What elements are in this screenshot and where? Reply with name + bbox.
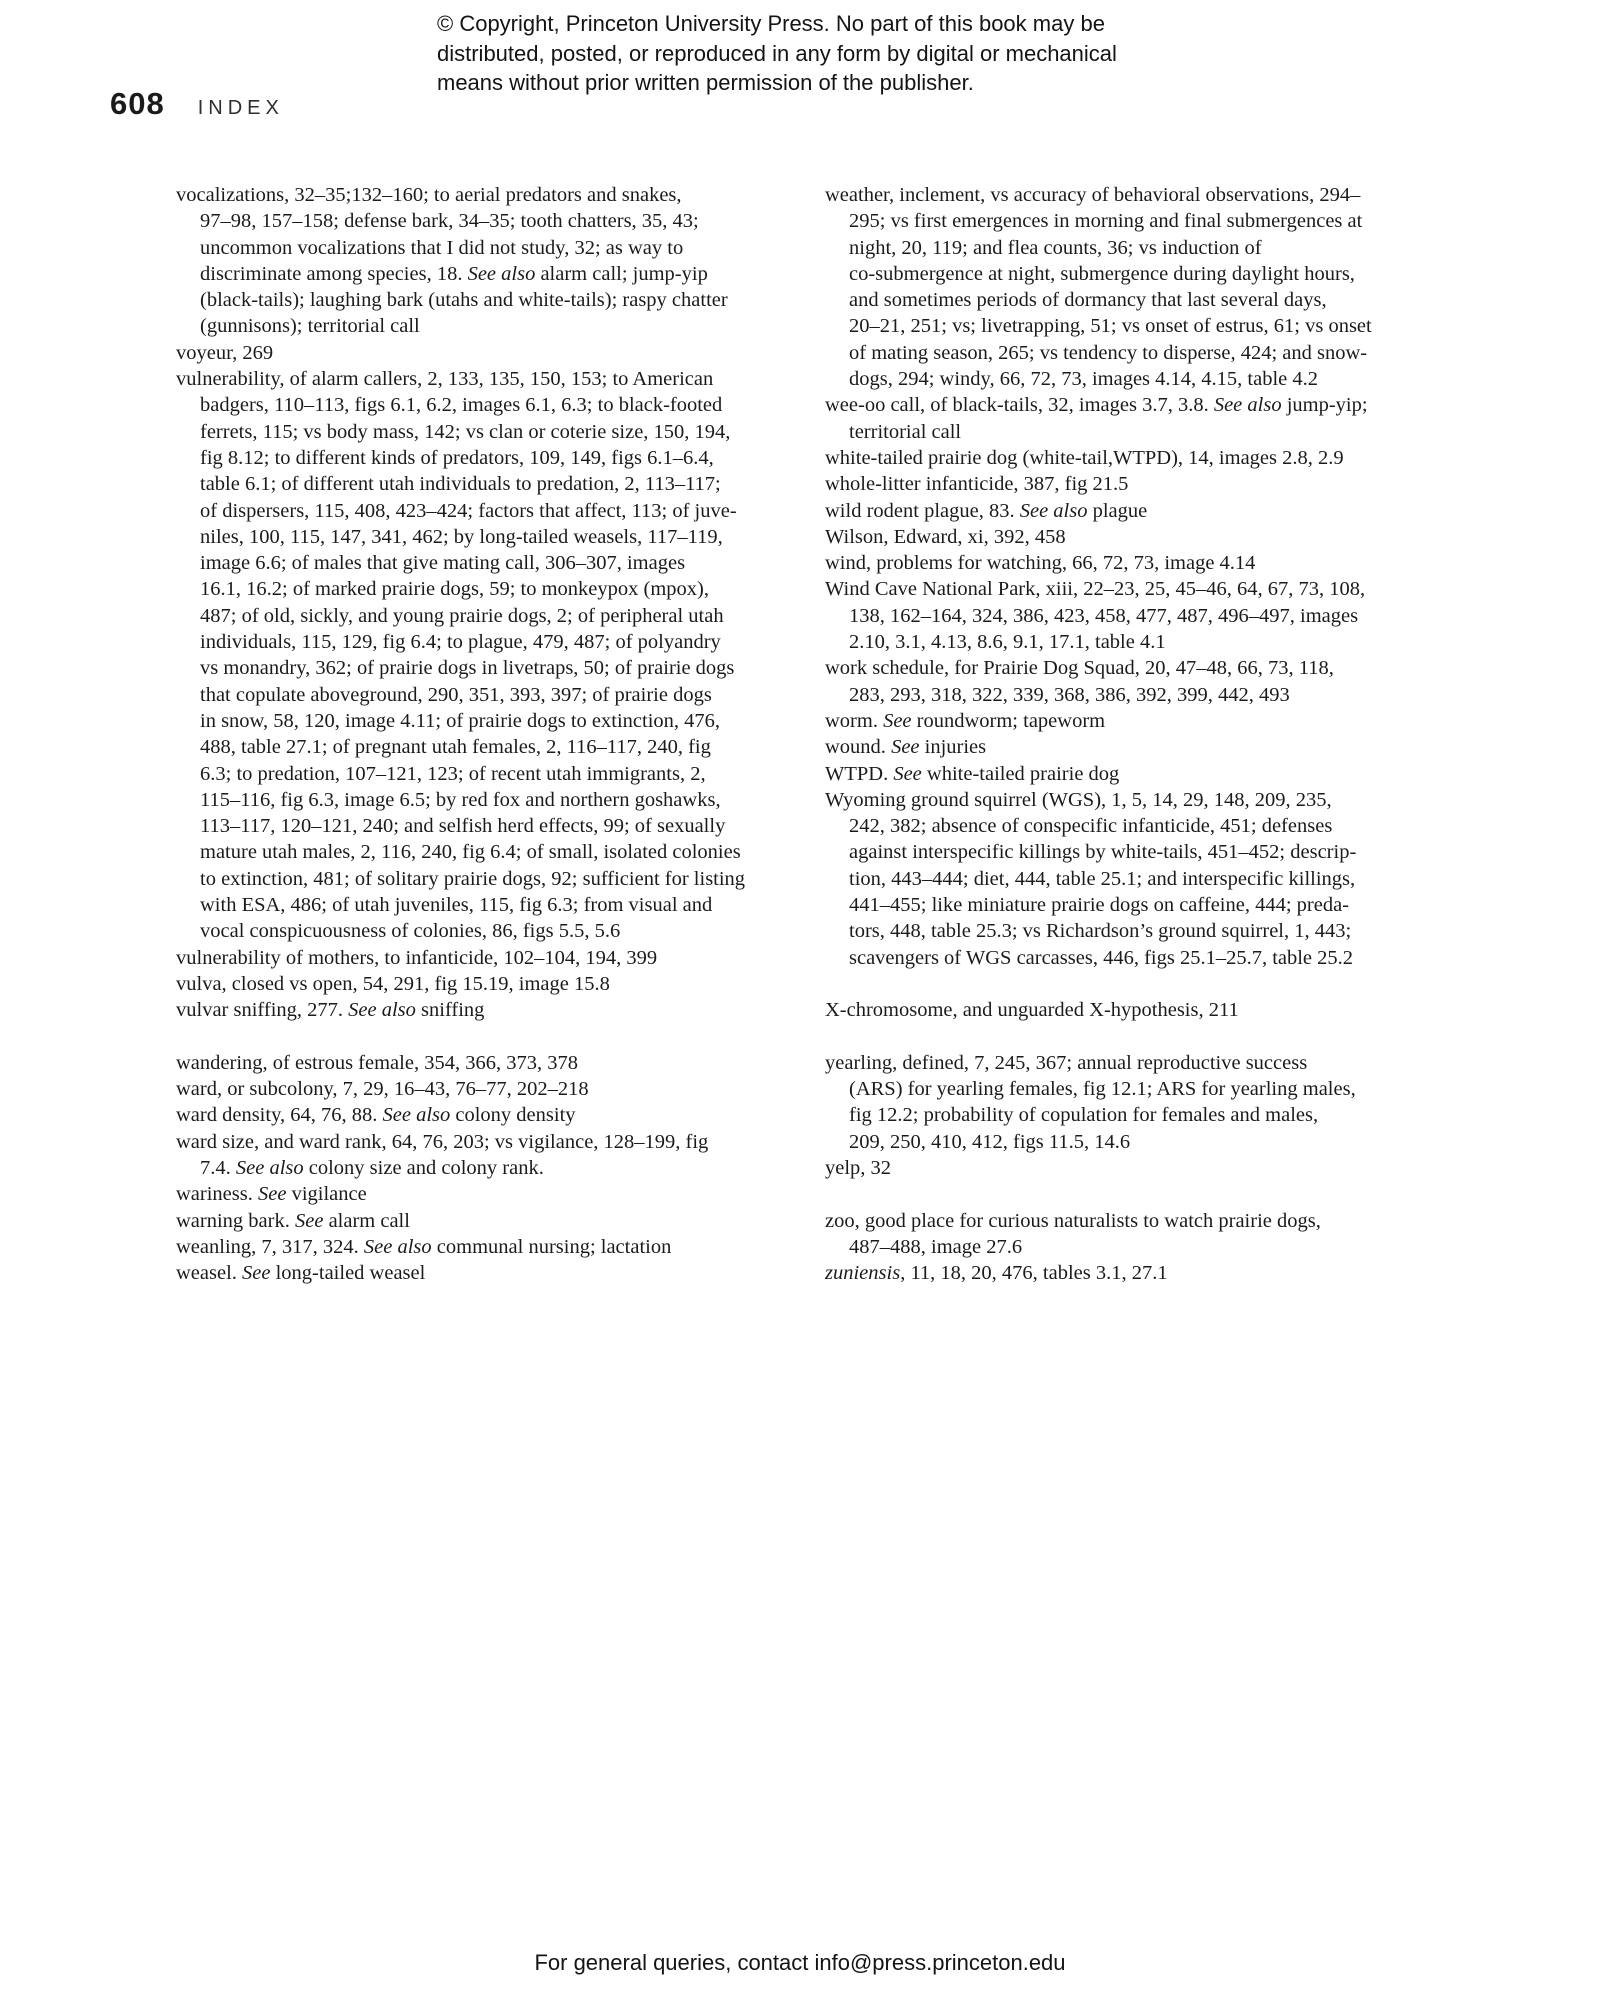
index-line <box>176 971 776 997</box>
index-entry <box>825 182 1445 392</box>
index-entry <box>825 708 1445 734</box>
index-line-segment: to extinction, 481; of solitary prairie dogs, 92; sufficient for listing <box>200 867 746 890</box>
index-line <box>176 208 776 234</box>
index-line <box>825 1102 1445 1128</box>
index-line <box>825 629 1445 655</box>
index-entry <box>176 997 776 1023</box>
index-line-segment: 209, 250, 410, 412, figs 11.5, 14.6 <box>849 1130 1131 1153</box>
index-line <box>825 997 1445 1023</box>
index-entry <box>176 1129 776 1182</box>
index-line <box>176 498 776 524</box>
index-line-italic-segment: See also <box>1213 394 1282 417</box>
index-line-segment: and sometimes periods of dormancy that last several days, <box>849 289 1327 312</box>
index-line <box>825 603 1445 629</box>
index-line-segment: 283, 293, 318, 322, 339, 368, 386, 392, 399, 442, 493 <box>849 683 1290 706</box>
index-line <box>176 340 776 366</box>
index-line <box>825 392 1445 418</box>
page-header <box>110 86 284 122</box>
index-line-segment: ward, or subcolony, 7, 29, 16–43, 76–77, 202–218 <box>176 1078 589 1101</box>
index-line-segment: fig 8.12; to different kinds of predators, 109, 149, figs 6.1–6.4, <box>200 446 714 469</box>
index-line <box>176 734 776 760</box>
index-line <box>176 603 776 629</box>
index-line-italic-segment: See also <box>1019 499 1088 522</box>
index-line <box>825 313 1445 339</box>
index-line-segment: scavengers of WGS carcasses, 446, figs 25.1–25.7, table 25.2 <box>849 946 1354 969</box>
index-line <box>825 1076 1445 1102</box>
index-line-segment: yelp, 32 <box>825 1156 892 1179</box>
index-line-segment: that copulate aboveground, 290, 351, 393, 397; of prairie dogs <box>200 683 712 706</box>
index-group <box>825 182 1445 971</box>
index-line <box>825 576 1445 602</box>
index-line-segment: white-tailed prairie dog (white-tail,WTPD), 14, images 2.8, 2.9 <box>825 446 1344 469</box>
index-line-segment: dogs, 294; windy, 66, 72, 73, images 4.14, 4.15, table 4.2 <box>849 368 1318 391</box>
index-line <box>825 761 1445 787</box>
index-line-segment: ward density, 64, 76, 88. <box>176 1104 383 1127</box>
index-line-segment: tion, 443–444; diet, 444, table 25.1; and interspecific killings, <box>849 867 1356 890</box>
index-line <box>176 550 776 576</box>
index-line-italic-segment: See also <box>348 999 416 1022</box>
page-number: 608 <box>110 86 165 121</box>
index-line-segment: 113–117, 120–121, 240; and selfish herd effects, 99; of sexually <box>200 815 726 838</box>
index-line-segment: 115–116, fig 6.3, image 6.5; by red fox and northern goshawks, <box>200 788 721 811</box>
index-line <box>176 682 776 708</box>
index-line-segment: voyeur, 269 <box>176 341 274 364</box>
index-line-segment: long-tailed weasel <box>270 1262 426 1285</box>
index-line <box>825 445 1445 471</box>
index-line-segment: zoo, good place for curious naturalists to watch prairie dogs, <box>825 1209 1321 1232</box>
index-line-italic-segment: See <box>242 1262 271 1285</box>
index-line-segment: ferrets, 115; vs body mass, 142; vs clan or coterie size, 150, 194, <box>200 420 731 443</box>
index-line-segment: with ESA, 486; of utah juveniles, 115, fig 6.3; from visual and <box>200 894 713 917</box>
index-entry <box>176 1234 776 1260</box>
index-entry <box>176 366 776 945</box>
index-line-segment: vulva, closed vs open, 54, 291, fig 15.19, image 15.8 <box>176 972 610 995</box>
index-line <box>176 524 776 550</box>
index-line-segment: tors, 448, table 25.3; vs Richardson’s ground squirrel, 1, 443; <box>849 920 1352 943</box>
index-line <box>176 787 776 813</box>
index-line-segment: roundworm; tapeworm <box>911 709 1106 732</box>
copyright-notice <box>437 9 1117 98</box>
index-entry <box>825 997 1445 1023</box>
section-title: INDEX <box>197 97 284 119</box>
index-line-segment: ward size, and ward rank, 64, 76, 203; vs vigilance, 128–199, fig <box>176 1130 709 1153</box>
index-line-segment: 16.1, 16.2; of marked prairie dogs, 59; to monkeypox (mpox), <box>200 578 709 601</box>
index-line <box>176 1260 776 1286</box>
index-column-left <box>176 182 776 1286</box>
index-line <box>825 708 1445 734</box>
index-line-segment: worm. <box>825 709 884 732</box>
index-line <box>176 392 776 418</box>
copyright-line: means without prior written permission of the publisher. <box>437 70 974 95</box>
index-line <box>825 340 1445 366</box>
index-line-segment: plague <box>1087 499 1148 522</box>
index-entry <box>825 445 1445 471</box>
index-line <box>176 892 776 918</box>
index-line-segment: (ARS) for yearling females, fig 12.1; ARS for yearling males, <box>849 1078 1356 1101</box>
index-line-italic-segment: See <box>294 1209 324 1232</box>
index-line <box>176 1129 776 1155</box>
index-line <box>825 524 1445 550</box>
index-entry <box>825 734 1445 760</box>
index-line <box>176 839 776 865</box>
index-line-segment: 242, 382; absence of conspecific infanticide, 451; defenses <box>849 815 1333 838</box>
index-line <box>176 1181 776 1207</box>
index-line-segment: 97–98, 157–158; defense bark, 34–35; tooth chatters, 35, 43; <box>200 210 699 233</box>
index-line <box>825 892 1445 918</box>
footer-contact-text: For general queries, contact info@press.princeton.edu <box>534 1950 1066 1975</box>
index-line-segment: weanling, 7, 317, 324. <box>176 1235 364 1258</box>
index-line-segment: warning bark. <box>176 1209 295 1232</box>
index-line <box>825 945 1445 971</box>
index-line-segment: (black-tails); laughing bark (utahs and white-tails); raspy chatter <box>200 289 728 312</box>
index-line <box>176 945 776 971</box>
index-line-segment: 20–21, 251; vs; livetrapping, 51; vs onset of estrus, 61; vs onset <box>849 315 1372 338</box>
index-entry <box>825 1260 1445 1286</box>
index-line-italic-segment: See <box>883 709 912 732</box>
copyright-line: distributed, posted, or reproduced in any form by digital or mechanical <box>437 40 1117 66</box>
index-line-segment: vs monandry, 362; of prairie dogs in livetraps, 50; of prairie dogs <box>200 657 735 680</box>
index-line-segment: image 6.6; of males that give mating call, 306–307, images <box>200 552 686 575</box>
index-line <box>825 1234 1445 1260</box>
index-line-segment: WTPD. <box>825 762 894 785</box>
index-group <box>825 1050 1445 1181</box>
index-line <box>176 261 776 287</box>
index-line <box>176 182 776 208</box>
index-group <box>825 1208 1445 1287</box>
index-line-segment: in snow, 58, 120, image 4.11; of prairie dogs to extinction, 476, <box>200 709 721 732</box>
index-line <box>825 655 1445 681</box>
index-entry <box>825 787 1445 971</box>
index-line-segment: injuries <box>919 736 987 759</box>
index-entry <box>176 1208 776 1234</box>
index-line-segment: work schedule, for Prairie Dog Squad, 20, 47–48, 66, 73, 118, <box>825 657 1334 680</box>
index-line <box>825 839 1445 865</box>
copyright-line: © Copyright, Princeton University Press. No part of this book may be <box>437 11 1105 36</box>
index-line-segment: 295; vs first emergences in morning and final submergences at <box>849 210 1363 233</box>
index-line <box>176 1076 776 1102</box>
index-entry <box>176 1050 776 1076</box>
index-line <box>825 235 1445 261</box>
index-line-italic-segment: See also <box>235 1156 304 1179</box>
index-line <box>176 287 776 313</box>
index-line-segment: sniffing <box>415 999 485 1022</box>
index-entry <box>176 182 776 340</box>
index-line-segment: weasel. <box>176 1262 243 1285</box>
index-group <box>176 182 776 1024</box>
index-line <box>825 682 1445 708</box>
index-group <box>825 997 1445 1023</box>
index-line-segment: badgers, 110–113, figs 6.1, 6.2, images 6.1, 6.3; to black-footed <box>200 394 723 417</box>
index-line <box>176 1234 776 1260</box>
index-line-segment: vocalizations, 32–35;132–160; to aerial predators and snakes, <box>176 184 682 206</box>
index-line <box>825 366 1445 392</box>
index-line-segment: 6.3; to predation, 107–121, 123; of recent utah immigrants, 2, <box>200 762 706 785</box>
index-line <box>825 1208 1445 1234</box>
index-line-segment: of mating season, 265; vs tendency to disperse, 424; and snow- <box>849 341 1368 364</box>
index-line-segment: night, 20, 119; and flea counts, 36; vs induction of <box>849 236 1262 259</box>
index-line-segment: colony density <box>450 1104 576 1127</box>
index-line-segment: 138, 162–164, 324, 386, 423, 458, 477, 487, 496–497, images <box>849 604 1359 627</box>
index-line-italic-segment: See also <box>363 1235 432 1258</box>
index-entry <box>176 1076 776 1102</box>
index-line <box>176 1208 776 1234</box>
index-line-segment: 2.10, 3.1, 4.13, 8.6, 9.1, 17.1, table 4.1 <box>849 631 1166 654</box>
index-line-segment: colony size and colony rank. <box>303 1156 544 1179</box>
index-line <box>176 313 776 339</box>
index-line-segment: niles, 100, 115, 147, 341, 462; by long-tailed weasels, 117–119, <box>200 525 723 548</box>
index-line <box>176 655 776 681</box>
index-line <box>825 1155 1445 1181</box>
index-entry <box>825 498 1445 524</box>
index-line <box>825 1050 1445 1076</box>
index-entry <box>825 1050 1445 1155</box>
index-line <box>825 787 1445 813</box>
index-line-italic-segment: See <box>257 1183 287 1206</box>
index-entry <box>825 471 1445 497</box>
index-entry <box>176 1181 776 1207</box>
index-entry <box>176 1260 776 1286</box>
index-line-segment: 441–455; like miniature prairie dogs on caffeine, 444; preda- <box>849 894 1350 917</box>
index-line-segment: co-submergence at night, submergence during daylight hours, <box>849 262 1355 285</box>
index-line-segment: Wind Cave National Park, xiii, 22–23, 25, 45–46, 64, 67, 73, 108, <box>825 578 1366 601</box>
index-line-italic-segment: See <box>893 762 922 785</box>
index-line-segment: vocal conspicuousness of colonies, 86, figs 5.5, 5.6 <box>200 920 621 943</box>
index-entry <box>825 1208 1445 1261</box>
index-line <box>825 734 1445 760</box>
index-line-segment: communal nursing; lactation <box>431 1235 672 1258</box>
index-line-segment: yearling, defined, 7, 245, 367; annual reproductive success <box>825 1051 1308 1074</box>
index-group <box>176 1050 776 1287</box>
index-line-segment: white-tailed prairie dog <box>921 762 1120 785</box>
index-line <box>825 550 1445 576</box>
index-line <box>825 813 1445 839</box>
index-line <box>176 866 776 892</box>
index-line-italic-segment: See <box>891 736 920 759</box>
index-line <box>176 997 776 1023</box>
index-line <box>825 498 1445 524</box>
index-line <box>825 918 1445 944</box>
index-line-segment: 488, table 27.1; of pregnant utah females, 2, 116–117, 240, fig <box>200 736 711 759</box>
index-line-segment: individuals, 115, 129, fig 6.4; to plague, 479, 487; of polyandry <box>200 631 721 654</box>
index-line-segment: fig 12.2; probability of copulation for females and males, <box>849 1104 1319 1127</box>
index-line-segment: wound. <box>825 736 892 759</box>
index-line <box>176 761 776 787</box>
index-line-segment: territorial call <box>849 420 962 443</box>
index-line <box>176 918 776 944</box>
index-line-segment: against interspecific killings by white-tails, 451–452; descrip- <box>849 841 1357 864</box>
index-line-segment: whole-litter infanticide, 387, fig 21.5 <box>825 473 1129 496</box>
index-line-segment: wild rodent plague, 83. <box>825 499 1020 522</box>
index-entry <box>825 392 1445 445</box>
index-line <box>176 1155 776 1181</box>
index-line <box>825 182 1445 208</box>
index-line-segment: X-chromosome, and unguarded X-hypothesis, 211 <box>825 999 1239 1022</box>
index-line <box>825 208 1445 234</box>
index-line <box>176 629 776 655</box>
index-line-segment: jump-yip; <box>1281 394 1368 417</box>
index-line-segment: vulnerability, of alarm callers, 2, 133, 135, 150, 153; to American <box>176 368 714 391</box>
index-line-segment: Wyoming ground squirrel (WGS), 1, 5, 14, 29, 148, 209, 235, <box>825 788 1332 811</box>
index-line-segment: vulvar sniffing, 277. <box>176 999 349 1022</box>
index-line-segment: , 11, 18, 20, 476, tables 3.1, 27.1 <box>900 1262 1168 1285</box>
index-entry <box>176 340 776 366</box>
index-line <box>825 471 1445 497</box>
index-line-segment: 487–488, image 27.6 <box>849 1235 1023 1258</box>
index-line-segment: wandering, of estrous female, 354, 366, 373, 378 <box>176 1051 578 1074</box>
index-line-segment: wariness. <box>176 1183 258 1206</box>
index-line <box>176 471 776 497</box>
index-line <box>176 1102 776 1128</box>
index-line <box>176 419 776 445</box>
index-entry <box>825 576 1445 655</box>
index-entry <box>825 655 1445 708</box>
index-line <box>176 1050 776 1076</box>
index-entry <box>176 971 776 997</box>
index-line <box>825 287 1445 313</box>
index-line <box>825 1129 1445 1155</box>
index-line-segment: weather, inclement, vs accuracy of behavioral observations, 294– <box>825 184 1361 206</box>
index-line-segment: table 6.1; of different utah individuals to predation, 2, 113–117; <box>200 473 721 496</box>
index-line-segment: 7.4. <box>200 1156 236 1179</box>
index-line <box>825 261 1445 287</box>
index-column-right <box>825 182 1445 1286</box>
index-line <box>176 576 776 602</box>
index-line-segment: (gunnisons); territorial call <box>200 315 420 338</box>
index-line-segment: alarm call; jump-yip <box>535 262 708 285</box>
index-line <box>825 1260 1445 1286</box>
index-line-segment: alarm call <box>323 1209 410 1232</box>
index-line <box>825 419 1445 445</box>
index-line-italic-segment: See also <box>382 1104 451 1127</box>
index-line-segment: Wilson, Edward, xi, 392, 458 <box>825 525 1066 548</box>
page-footer <box>0 1950 1600 1976</box>
index-line <box>176 235 776 261</box>
index-line <box>825 866 1445 892</box>
index-line-segment: discriminate among species, 18. <box>200 262 468 285</box>
index-line-segment: wee-oo call, of black-tails, 32, images 3.7, 3.8. <box>825 394 1214 417</box>
index-line <box>176 445 776 471</box>
index-line-segment: mature utah males, 2, 116, 240, fig 6.4; of small, isolated colonies <box>200 841 741 864</box>
index-line-italic-segment: See also <box>467 262 536 285</box>
index-entry <box>176 1102 776 1128</box>
index-line-segment: of dispersers, 115, 408, 423–424; factors that affect, 113; of juve- <box>200 499 737 522</box>
index-line <box>176 366 776 392</box>
index-line <box>176 813 776 839</box>
index-line-segment: vigilance <box>286 1183 367 1206</box>
index-line-segment: wind, problems for watching, 66, 72, 73, image 4.14 <box>825 552 1256 575</box>
index-line <box>176 708 776 734</box>
index-entry <box>825 761 1445 787</box>
index-entry <box>825 524 1445 550</box>
index-entry <box>176 945 776 971</box>
index-line-italic-segment: zuniensis <box>825 1262 901 1285</box>
index-line-segment: uncommon vocalizations that I did not study, 32; as way to <box>200 236 684 259</box>
index-entry <box>825 1155 1445 1181</box>
index-line-segment: 487; of old, sickly, and young prairie dogs, 2; of peripheral utah <box>200 604 724 627</box>
index-line-segment: vulnerability of mothers, to infanticide, 102–104, 194, 399 <box>176 946 658 969</box>
index-entry <box>825 550 1445 576</box>
